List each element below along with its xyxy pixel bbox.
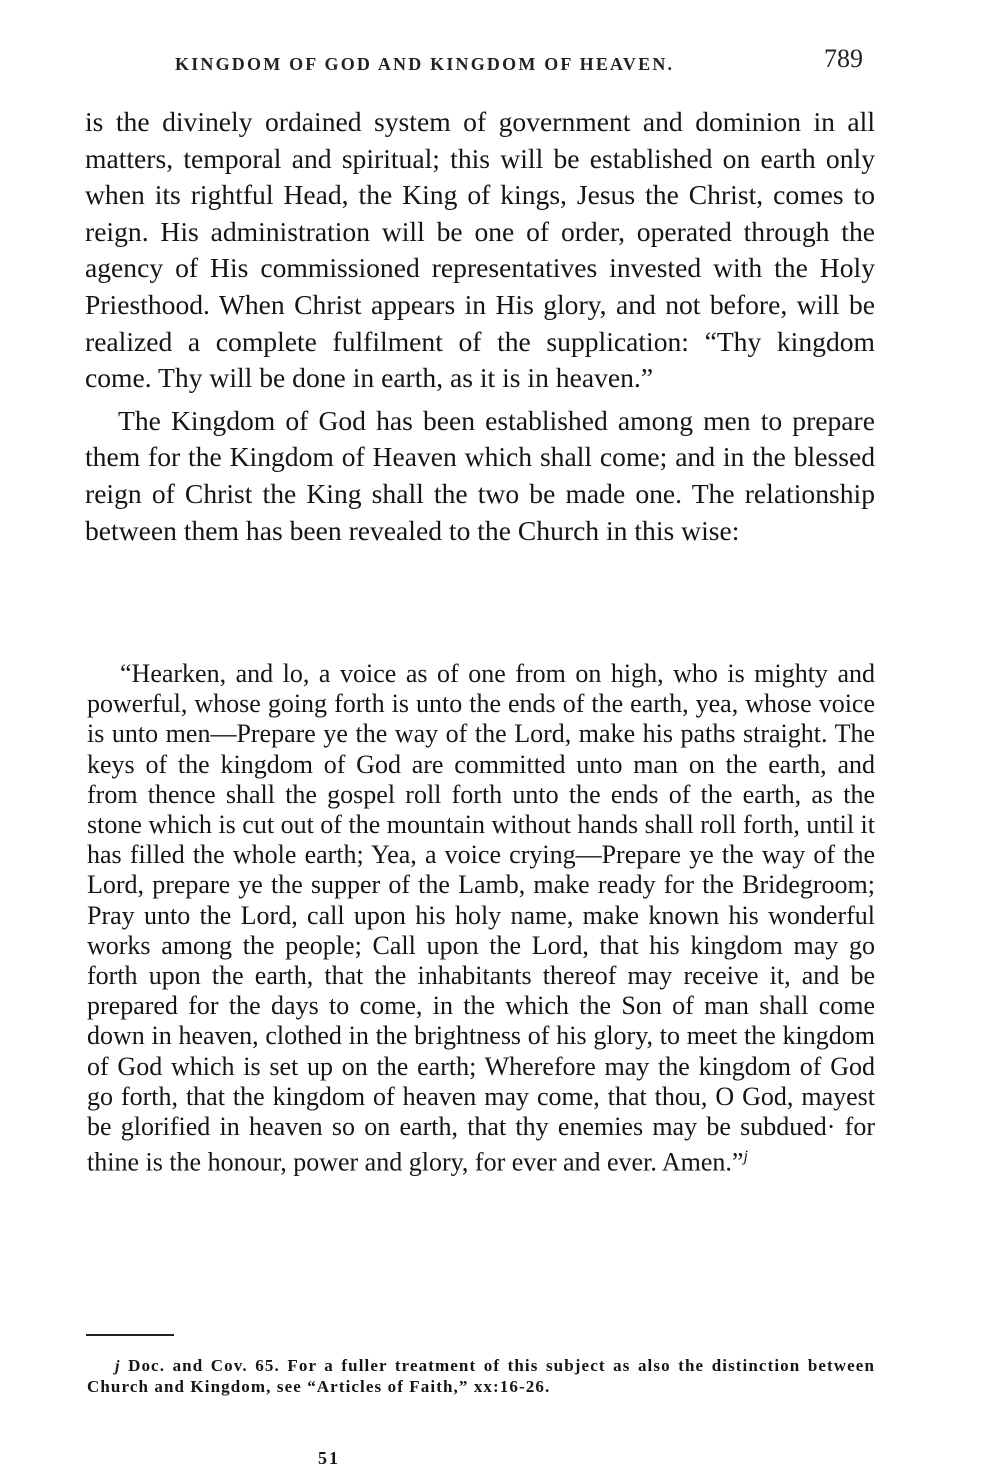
printer-signature-mark: 51 bbox=[318, 1448, 340, 1468]
paragraph-1: is the divinely ordained system of government and dominion in all matters, temporal and spiritual; this will be established on earth only when its rightful Head, the King of kings, Jesus the Christ, comes to reign. His administration will be one of order, operated through the agency of His commissioned representatives invested with the Holy Priesthood. When Christ appears in His glory, and not before, will be realized a complete fulfilment of the supplication: “Thy kingdom come. Thy will be done in earth, as it is in heaven.” bbox=[85, 106, 875, 394]
footnote-divider bbox=[86, 1334, 174, 1336]
quote-text: “Hearken, and lo, a voice as of one from on high, who is mighty and powerful, whose going forth is unto the ends of the earth, yea, whose voice is unto men—Prepare ye the way of the Lord, make his paths straight. The keys of the kingdom of God are committed unto man on the earth, and from thence shall the gospel roll forth unto the ends of the earth, as the stone which is cut out of the mountain without hands shall roll forth, until it has filled the whole earth; Yea, a voice crying—Prepare ye the way of the Lord, prepare ye the supper of the Lamb, make ready for the Bridegroom; Pray unto the Lord, call upon his holy name, make known his wonderful works among the people; Call upon the Lord, that his kingdom may go forth upon the earth, that the inhabitants thereof may receive it, and be prepared for the days to come, in the which the Son of man shall come down in heaven, clothed in the brightness of his glory, to meet the kingdom of God which is set up on the earth; Wherefore may the kingdom of God go forth, that the kingdom of heaven may come, that thou, O God, mayest be glorified in heaven so on earth, that thy enemies may be subdued· for thine is the honour, power and glory, for ever and ever. Amen.” bbox=[87, 659, 875, 1177]
footnote bbox=[87, 1356, 875, 1397]
footnote-marker: j bbox=[115, 1358, 121, 1375]
page-header bbox=[0, 44, 1000, 84]
footnote-text: Doc. and Cov. 65. For a fuller treatment of this subject as also the distinction between Church and Kingdom, see “Articles of Faith,” xx:16-26. bbox=[87, 1356, 876, 1396]
running-head: KINGDOM OF GOD AND KINGDOM OF HEAVEN. bbox=[175, 54, 675, 74]
paragraph-2: The Kingdom of God has been established among men to prepare them for the Kingdom of Heaven which shall come; and in the blessed reign of Christ the King shall the two be made one. The relationship between them has been revealed to the Church in this wise: bbox=[85, 404, 875, 546]
block-quote bbox=[87, 659, 875, 1178]
body-text bbox=[85, 104, 875, 549]
page-number: 789 bbox=[824, 44, 863, 73]
quote-footnote-marker: j bbox=[743, 1148, 748, 1166]
